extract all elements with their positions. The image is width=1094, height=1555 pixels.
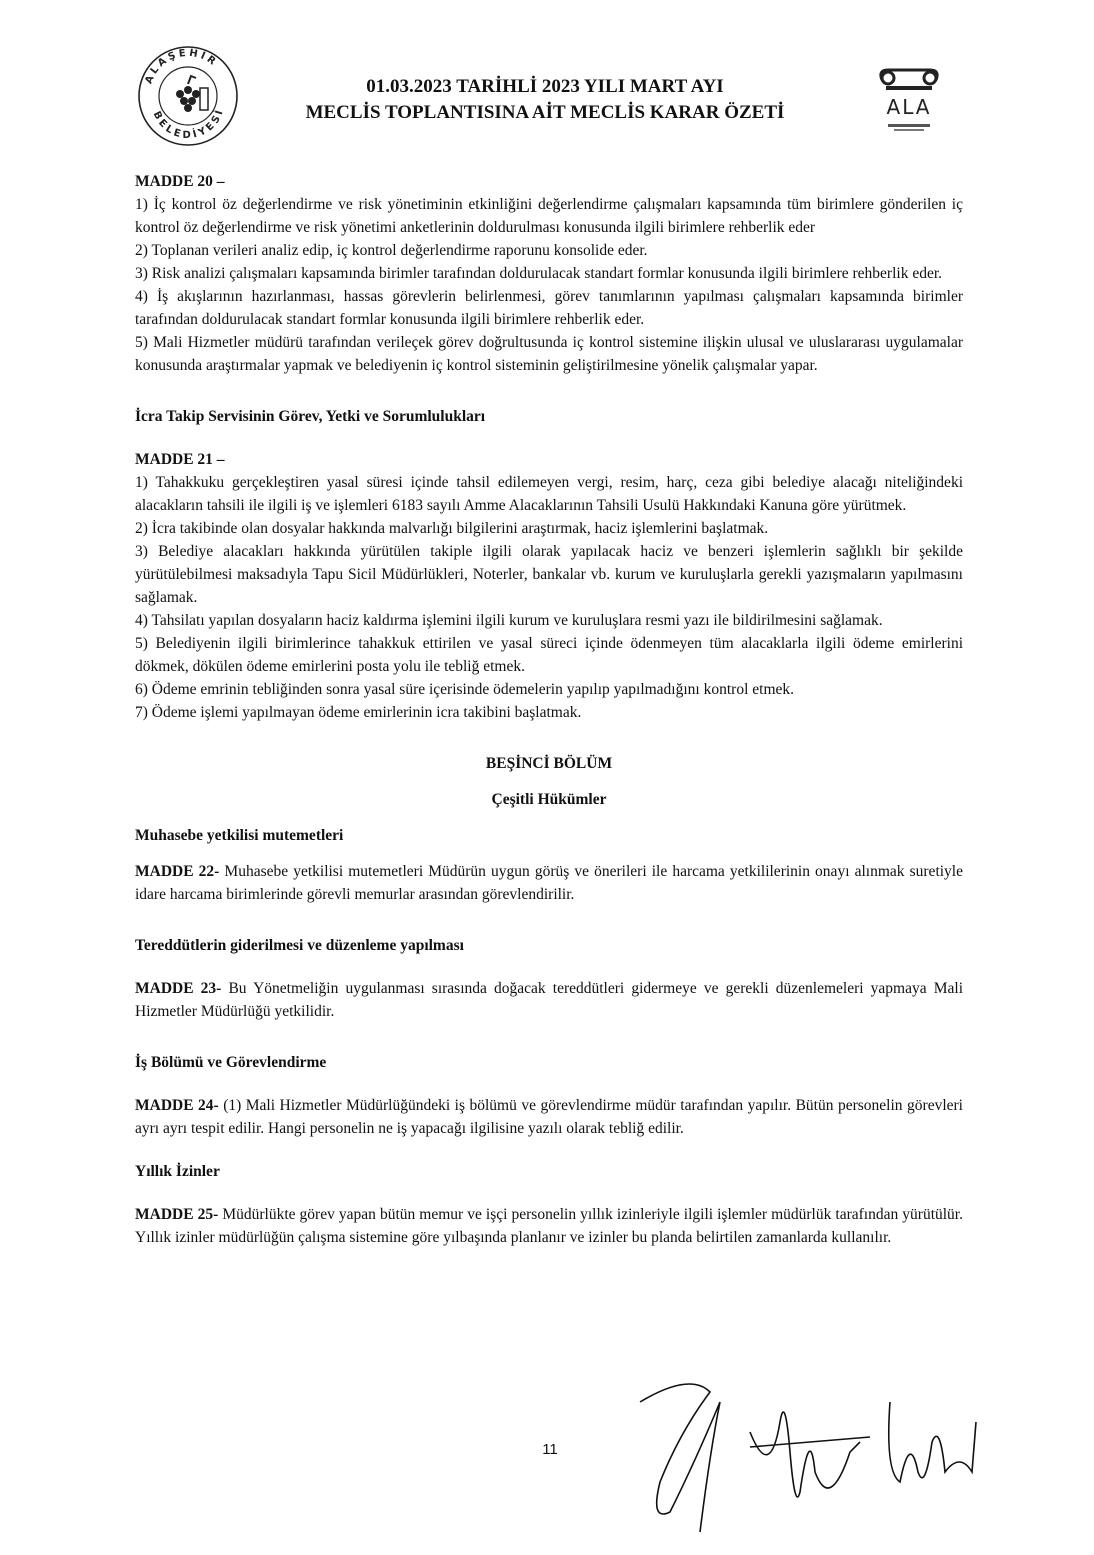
document-header [0, 0, 1094, 160]
madde-21-item-6: 6) Ödeme emrinin tebliğinden sonra yasal süre içerisinde ödemelerin yapılıp yapılmadığını kontrol etmek. [135, 681, 794, 698]
madde-23-text: Bu Yönetmeliğin uygulanması sırasında doğacak tereddütleri gidermeye ve gerekli düzenlemeleri yapmaya Mali Hizmetler Müdürlüğü yetkilidir. [135, 980, 964, 1020]
madde-25-paragraph [135, 1203, 963, 1249]
madde-22-text: Muhasebe yetkilisi mutemetleri Müdürün uygun görüş ve önerileri ile harcama yetkililerinin onayı alınmak suretiyle idare harcama birimlerinde görevli memurlar arasından görevlendirilir. [135, 863, 963, 903]
madde-20-item-1: 1) İç kontrol öz değerlendirme ve risk yönetiminin etkinliğini değerlendirme çalışmaları kapsamında tüm birimlere gönderilen iç kontrol öz değerlendirme ve risk yönetimi anketlerinin doldurulması konusunda ilgili birimlere rehberlik eder [135, 196, 963, 236]
madde-25-section-title: Yıllık İzinler [135, 1163, 220, 1180]
madde-24-paragraph [135, 1094, 963, 1140]
madde-25-text: Müdürlükte görev yapan bütün memur ve işçi personelin yıllık izinleriyle ilgili işlemler müdürlük tarafından yürütülür. Yıllık izinler müdürlüğün çalışma sistemine göre yılbaşında planlanır ve izinler bu planda belirtilen zamanlarda kullanılır. [135, 1206, 963, 1246]
svg-text:BELEDİYESİ: BELEDİYESİ [150, 106, 227, 142]
icra-section-title: İcra Takip Servisinin Görev, Yetki ve Sorumlulukları [135, 408, 486, 425]
madde-22-section-title: Muhasebe yetkilisi mutemetleri [135, 827, 344, 844]
madde-22-label: MADDE 22- [135, 863, 220, 880]
svg-text:ALAŞEHİR: ALAŞEHİR [143, 47, 220, 86]
madde-23-label: MADDE 23- [135, 980, 222, 997]
page-number: 11 [542, 1441, 558, 1458]
madde-24-section-title: İş Bölümü ve Görevlendirme [135, 1054, 327, 1071]
title-line-1: 01.03.2023 TARİHLİ 2023 YILI MART AYI [366, 76, 724, 97]
chapter-subtitle: Çeşitli Hükümler [491, 791, 607, 808]
madde-23-section-title: Tereddütlerin giderilmesi ve düzenleme yapılması [135, 937, 464, 954]
signature-2 [750, 1412, 870, 1497]
madde-24-label: MADDE 24- [135, 1097, 219, 1114]
madde-21-item-7: 7) Ödeme işlemi yapılmayan ödeme emirlerinin icra takibini başlatmak. [135, 704, 582, 721]
page-title [250, 74, 840, 126]
svg-text:ALA: ALA [886, 95, 932, 119]
madde-20-item-2: 2) Toplanan verileri analiz edip, iç kontrol değerlendirme raporunu konsolide eder. [135, 242, 648, 259]
madde-21-item-2: 2) İcra takibinde olan dosyalar hakkında malvarlığı bilgilerini araştırmak, haciz işlemlerini başlatmak. [135, 520, 769, 537]
madde-20-item-3: 3) Risk analizi çalışmaları kapsamında birimler tarafından doldurulacak standart formlar konusunda ilgili birimlere rehberlik eder. [135, 265, 943, 282]
signature-1 [640, 1384, 720, 1532]
madde-24-text: (1) Mali Hizmetler Müdürlüğündeki iş bölümü ve görevlendirme müdür tarafından yapılır. Bütün personelin görevleri ayrı ayrı tespit edilir. Hangi personelin ne iş yapacağı ilgilisine yazılı olarak tebliğ edilir. [135, 1097, 963, 1137]
madde-21-item-5: 5) Belediyenin ilgili birimlerince tahakkuk ettirilen ve yasal süreci içinde ödenmeyen tüm alacaklarla ilgili ödeme emirlerini dökmek, dökülen ödeme emirlerini posta yolu ile tebliğ etmek. [135, 635, 963, 675]
madde-21-heading: MADDE 21 – [135, 451, 225, 468]
madde-21-item-1: 1) Tahakkuku gerçekleştiren yasal süresi içinde tahsil edilemeyen vergi, resim, harç, ceza gibi belediye alacağı niteliğindeki alacakların tahsili ile ilgili iş ve işlemleri 6183 sayılı Amme Alacaklarının Tahsili Usulü Hakkındaki Kanuna göre yürütmek. [135, 474, 963, 514]
madde-25-label: MADDE 25- [135, 1206, 219, 1223]
madde-22-paragraph [135, 860, 963, 906]
madde-20-item-5: 5) Mali Hizmetler müdürü tarafından verileçek görev doğrultusunda iç kontrol sistemine ilişkin ulusal ve uluslararası uygulamalar konusunda araştırmalar yapmak ve belediyenin iç kontrol sisteminin geliştirilmesine yönelik çalışmalar yapar. [135, 334, 963, 374]
madde-21-item-3: 3) Belediye alacakları hakkında yürütülen takiple ilgili olarak yapılacak haciz ve benzeri işlemlerin sağlıklı bir şekilde yürütülebilmesi maksadıyla Tapu Sicil Müdürlükleri, Noterler, bankalar vb. kurum ve kuruluşlarla gerekli yazışmaların yapılmasını sağlamak. [135, 543, 963, 606]
handwritten-signatures [600, 1362, 1020, 1552]
madde-20-heading: MADDE 20 – [135, 173, 225, 190]
ala-logo-icon [876, 66, 942, 136]
chapter-title: BEŞİNCİ BÖLÜM [485, 755, 613, 772]
madde-21-item-4: 4) Tahsilatı yapılan dosyaların haciz kaldırma işlemini ilgili kurum ve kuruluşlara resmi yazı ile bildirilmesini sağlamak. [135, 612, 883, 629]
title-line-2: MECLİS TOPLANTISINA AİT MECLİS KARAR ÖZETİ [305, 102, 785, 123]
signature-3 [889, 1402, 976, 1482]
madde-20-item-4: 4) İş akışlarının hazırlanması, hassas görevlerin belirlenmesi, görev tanımlarının yapılması çalışmaları kapsamında birimler tarafından doldurulacak standart formlar konusunda ilgili birimlere rehberlik eder. [135, 288, 963, 328]
municipality-seal-icon [136, 38, 240, 150]
document-body [135, 170, 963, 1249]
madde-23-paragraph [135, 977, 963, 1023]
